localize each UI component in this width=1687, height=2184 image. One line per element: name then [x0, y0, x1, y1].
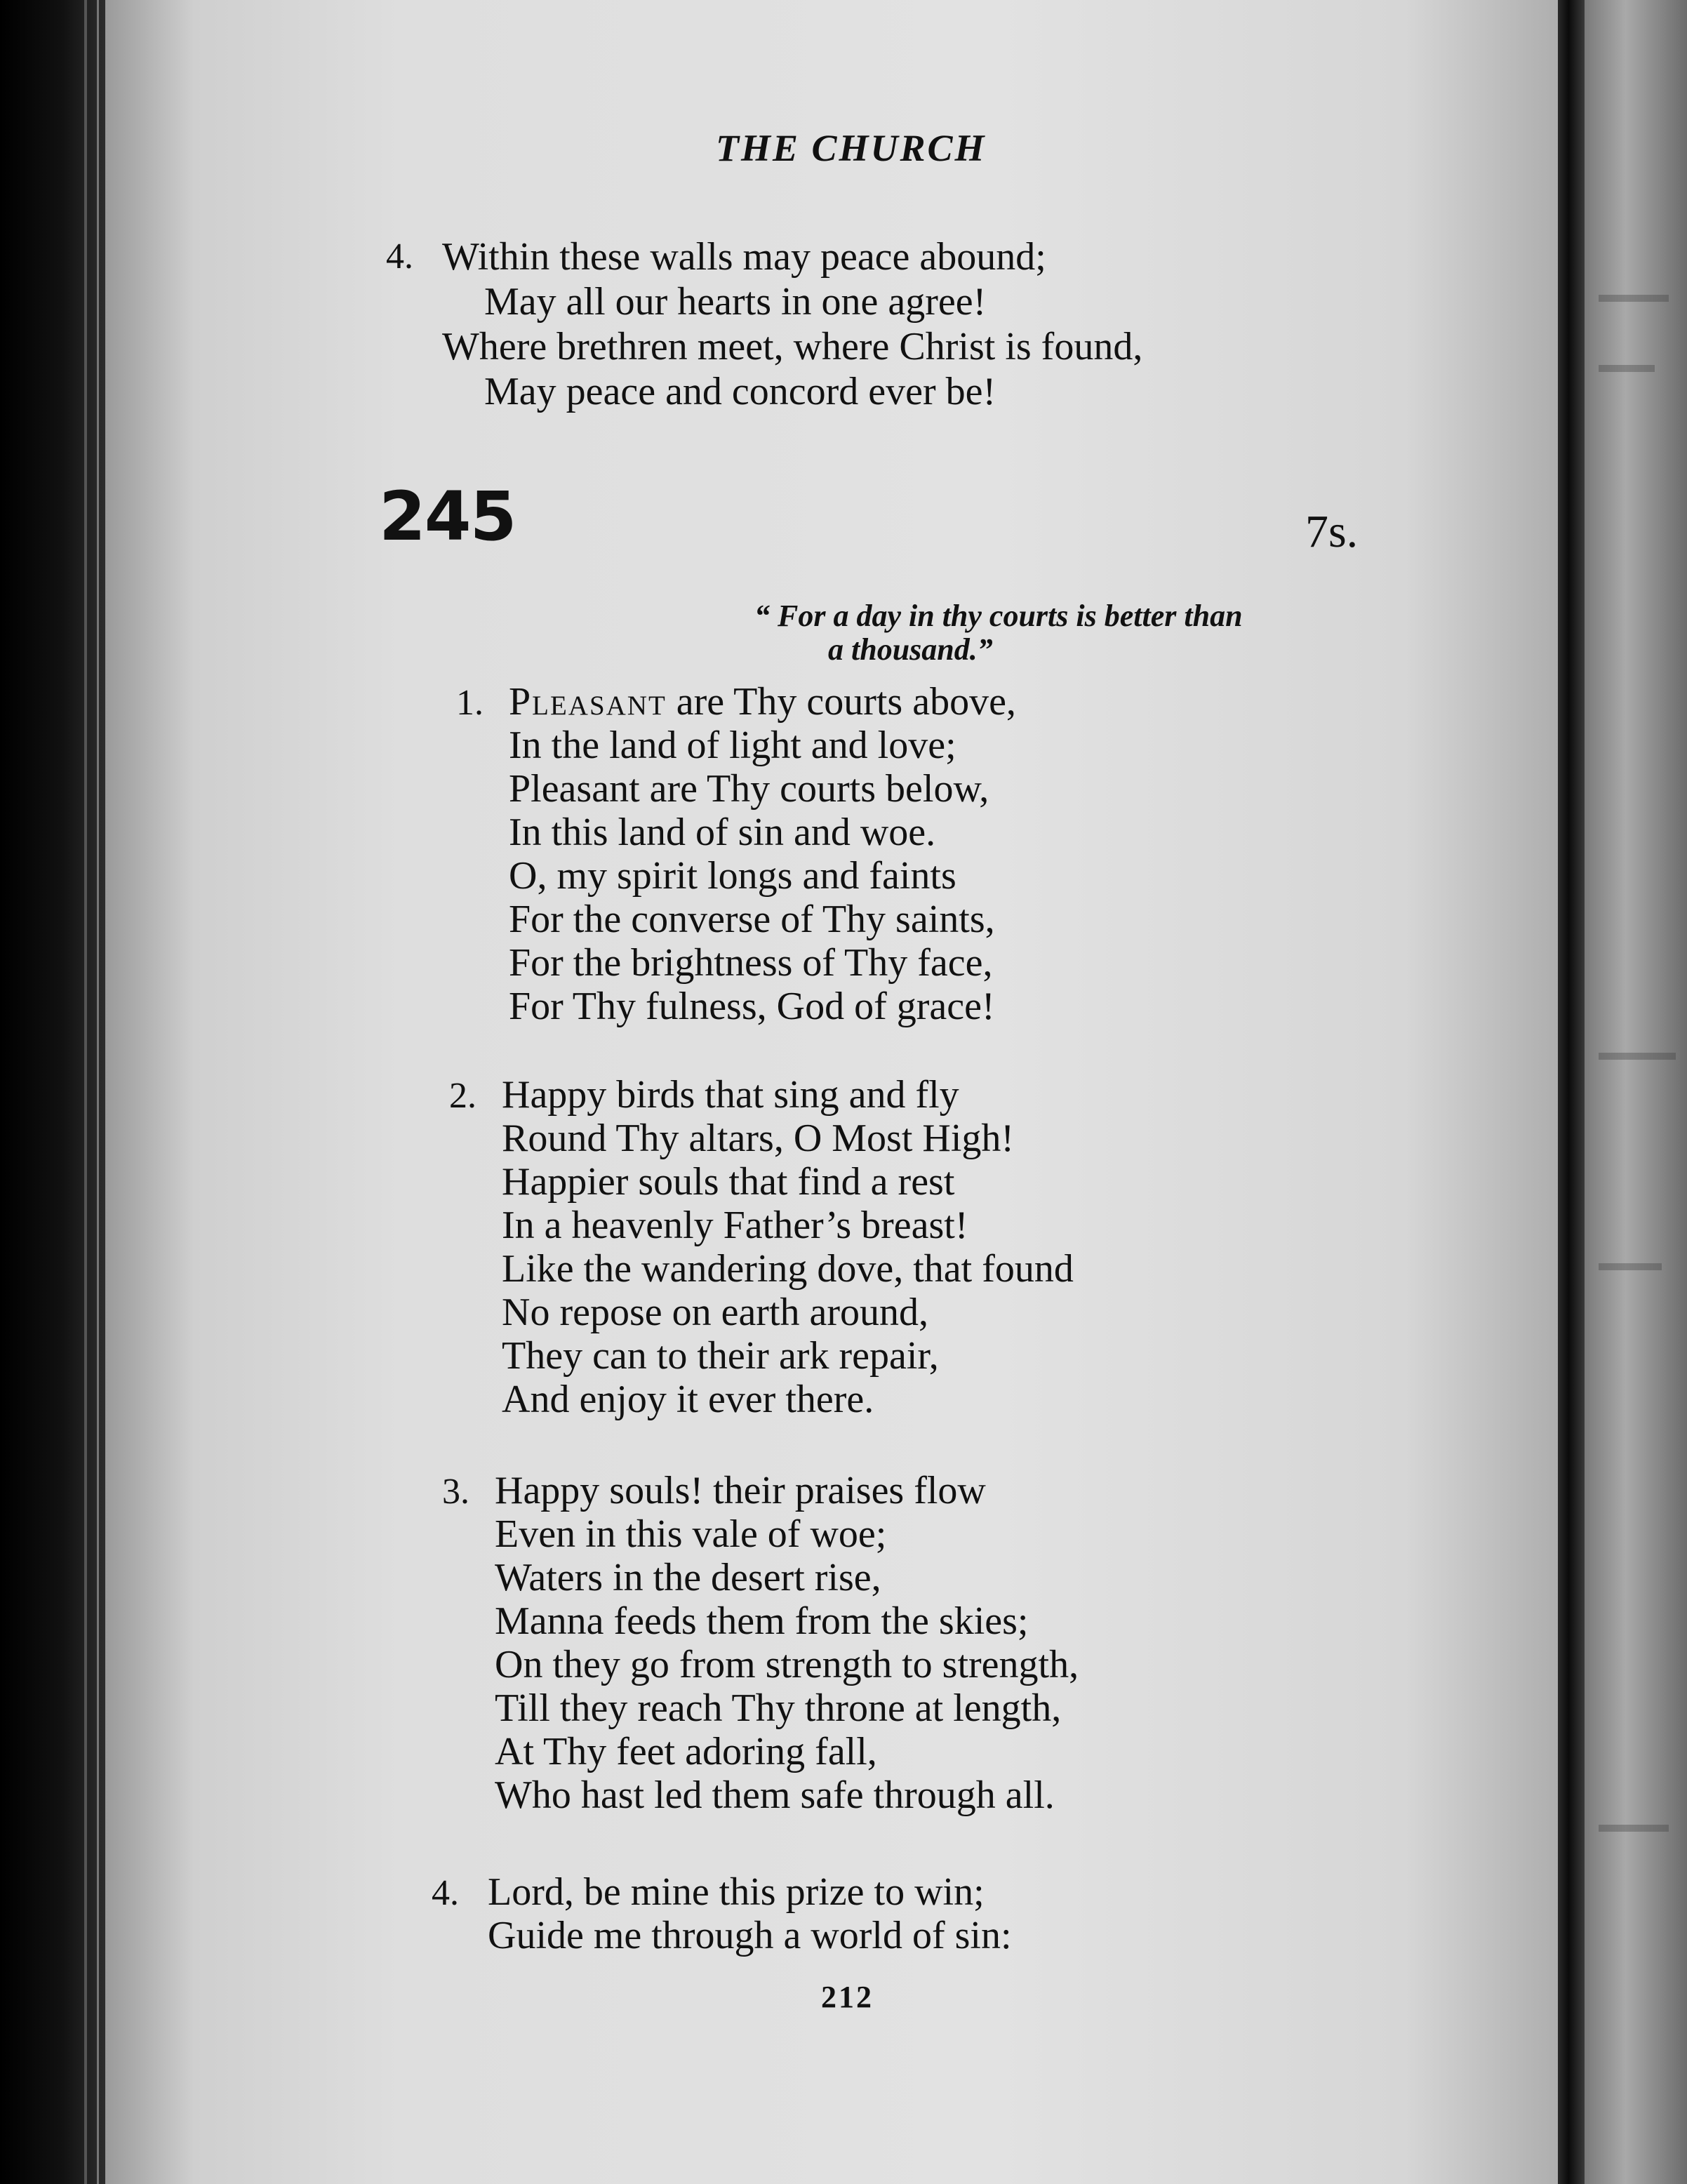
- epigraph: a thousand.”: [828, 632, 993, 667]
- verse-line: Like the wandering dove, that found: [502, 1247, 1074, 1291]
- verse-line: And enjoy it ever there.: [502, 1378, 874, 1421]
- first-line-rest: are Thy courts above,: [666, 680, 1016, 724]
- verse-line: [509, 679, 1016, 724]
- hymn-number: 245: [379, 477, 516, 556]
- epigraph: “ For a day in thy courts is better than: [754, 599, 1243, 633]
- verse-number: 4.: [432, 1873, 459, 1913]
- verse-line: In the land of light and love;: [509, 724, 956, 767]
- first-word: Pleasant: [509, 680, 667, 724]
- verse-line: In this land of sin and woe.: [509, 811, 936, 854]
- verse-line: Lord, be mine this prize to win;: [488, 1870, 985, 1914]
- verse-number: 4.: [386, 237, 413, 277]
- edge-rule: [84, 0, 87, 2184]
- verse-line: Who hast led them safe through all.: [495, 1773, 1055, 1817]
- verse-line: Guide me through a world of sin:: [488, 1914, 1012, 1957]
- book-gutter: [1558, 0, 1585, 2184]
- verse-line: Till they reach Thy throne at length,: [495, 1686, 1062, 1730]
- verse-line: For the brightness of Thy face,: [509, 941, 993, 985]
- hymn-meter: 7s.: [1305, 506, 1359, 557]
- verse-line: O, my spirit longs and faints: [509, 854, 956, 898]
- running-head: THE CHURCH: [716, 127, 987, 169]
- verse-line: Even in this vale of woe;: [495, 1512, 887, 1556]
- verse-line: Pleasant are Thy courts below,: [509, 767, 989, 811]
- edge-rule: [97, 0, 99, 2184]
- verse-line: For the converse of Thy saints,: [509, 898, 995, 941]
- verse-line: For Thy fulness, God of grace!: [509, 985, 995, 1028]
- verse-line: Happy souls! their praises flow: [495, 1469, 986, 1512]
- verse-line: Round Thy altars, O Most High!: [502, 1117, 1015, 1160]
- verse-line: No repose on earth around,: [502, 1291, 929, 1334]
- verse-line: Happier souls that find a rest: [502, 1160, 955, 1204]
- verse-line: They can to their ark repair,: [502, 1334, 939, 1378]
- verse-line: May peace and concord ever be!: [484, 370, 996, 413]
- verse-line: Manna feeds them from the skies;: [495, 1599, 1029, 1643]
- verse-line: In a heavenly Father’s breast!: [502, 1204, 968, 1247]
- verse-line: Within these walls may peace abound;: [442, 235, 1046, 279]
- facing-page-edge: [1585, 0, 1687, 2184]
- verse-number: 3.: [442, 1472, 469, 1512]
- verse-number: 1.: [456, 683, 484, 723]
- verse-line: Where brethren meet, where Christ is found,: [442, 325, 1143, 368]
- verse-line: At Thy feet adoring fall,: [495, 1730, 877, 1773]
- verse-line: Waters in the desert rise,: [495, 1556, 881, 1599]
- page-number: 212: [821, 1980, 874, 2014]
- verse-line: May all our hearts in one agree!: [484, 280, 987, 324]
- verse-line: On they go from strength to strength,: [495, 1643, 1079, 1686]
- verse-line: Happy birds that sing and fly: [502, 1073, 959, 1117]
- page-left-edge: [0, 0, 105, 2184]
- verse-number: 2.: [449, 1076, 476, 1116]
